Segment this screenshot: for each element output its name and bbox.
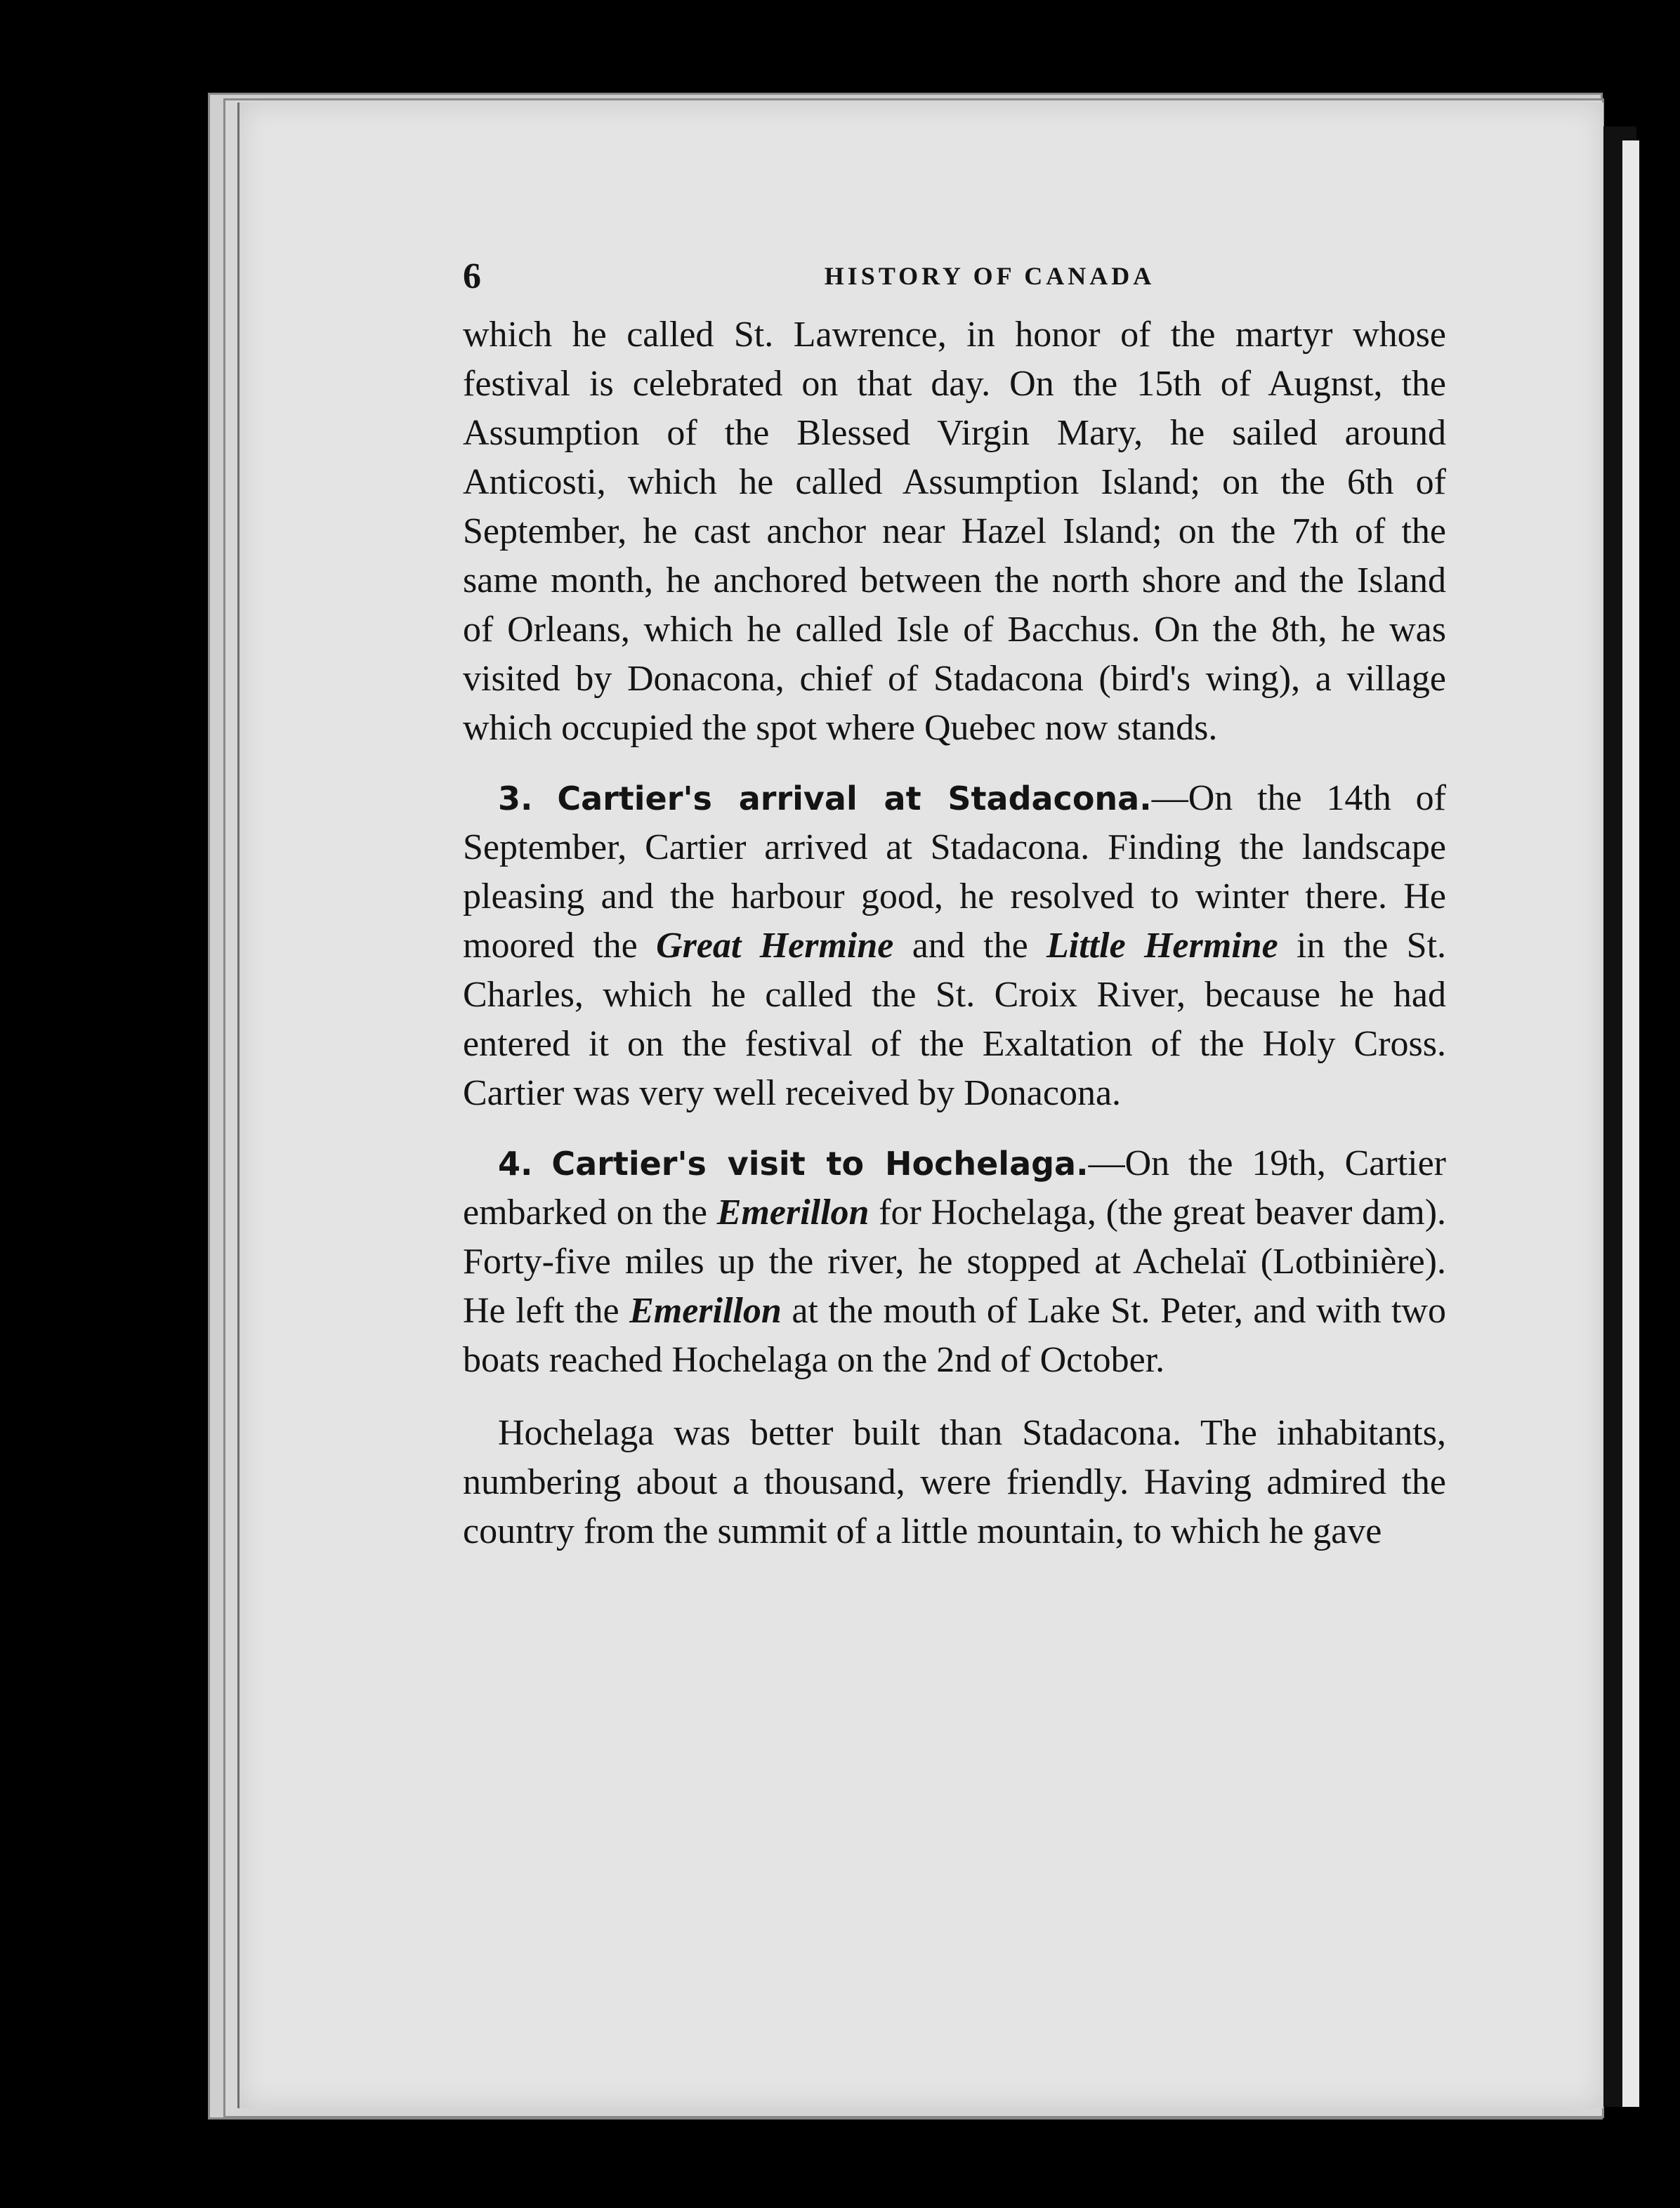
section-title: Cartier's arrival at Stadacona. xyxy=(557,780,1152,817)
section-text: at the mouth of Lake St. Peter, and with two boats reached Hochelaga on the 2nd of October. xyxy=(463,1291,1446,1380)
ship-name: Emerillon xyxy=(716,1192,869,1233)
section-text: and the xyxy=(893,926,1047,966)
book-page xyxy=(237,103,1603,2108)
section-text: —On the 14th of September, Cartier arrived at Stadacona. Finding the landscape pleasing and the harbour good, he resolved to winter there. He moored the xyxy=(463,778,1447,966)
section-text: in the St. Charles, which he called the St. Croix River, because he had entered it on the festival of the Exaltation of the Holy Cross. Cartier was very well received by Donacona. xyxy=(463,926,1447,1113)
section-title: Cartier's visit to Hochelaga. xyxy=(551,1145,1089,1183)
running-title: HISTORY OF CANADA xyxy=(824,262,1155,290)
section-text: —On the 19th, Cartier embarked on the xyxy=(463,1143,1446,1233)
section-number: 4. xyxy=(498,1145,533,1183)
section-4 xyxy=(463,1139,1446,1385)
ship-name: Emerillon xyxy=(629,1291,782,1331)
page-content xyxy=(463,256,1446,1556)
running-head xyxy=(463,256,1446,305)
section-number: 3. xyxy=(498,780,533,817)
section-3 xyxy=(463,774,1446,1118)
next-page-edge xyxy=(1622,140,1639,2107)
section-text: for Hochelaga, (the great beaver dam). Forty-five miles up the river, he stopped at Achelaï (Lotbinière). He left the xyxy=(463,1192,1447,1331)
paragraph-continuation: which he called St. Lawrence, in honor of the martyr whose festival is celebrated on that day. On the 15th of Augnst, the Assumption of the Blessed Virgin Mary, he sailed around Anticosti, which he called Assumption Island; on the 6th of September, he cast anchor near Hazel Island; on the 7th of the same month, he anchored between the north shore and the Island of Orleans, which he called Isle of Bacchus. On the 8th, he was visited by Donacona, chief of Stadacona (bird's wing), a village which occupied the spot where Quebec now stands. xyxy=(463,315,1446,748)
page-number: 6 xyxy=(463,256,481,296)
closing-paragraph: Hochelaga was better built than Stadacona. The inhabitants, numbering about a thousand, were friendly. Having admired the country from the summit of a little mountain, to which he gave xyxy=(463,1413,1446,1551)
ship-name: Little Hermine xyxy=(1046,926,1278,966)
ship-name: Great Hermine xyxy=(656,926,894,966)
